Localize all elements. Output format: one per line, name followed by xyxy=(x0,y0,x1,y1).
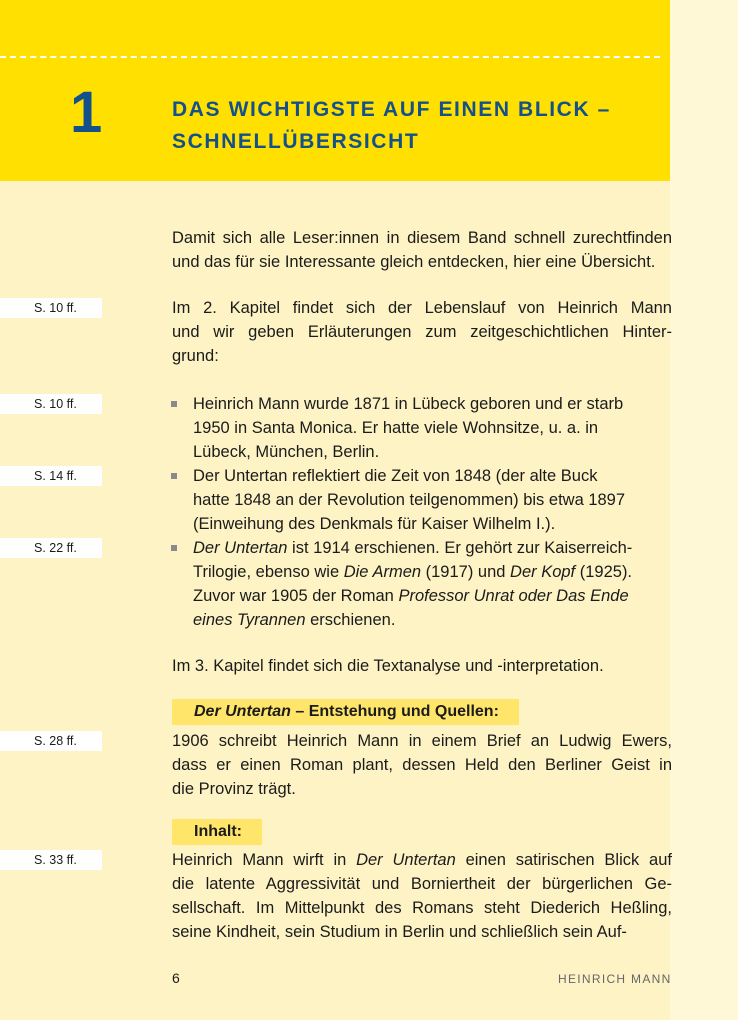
chapter-title xyxy=(172,94,611,158)
bullet-marker xyxy=(171,401,177,407)
chapter-title-line2: SCHNELLÜBERSICHT xyxy=(172,130,420,153)
page-margin-strip xyxy=(670,0,738,1020)
chapter-title-line1: DAS WICHTIGSTE AUF EINEN BLICK – xyxy=(172,98,611,121)
section-heading-content: Inhalt: xyxy=(172,819,262,845)
page-reference: S. 33 ff. xyxy=(0,850,102,870)
bullet-marker xyxy=(171,545,177,551)
page-reference: S. 28 ff. xyxy=(0,731,102,751)
section-heading-origin: Der Untertan – Entstehung und Quellen: xyxy=(172,699,519,725)
header-dashed-line xyxy=(0,56,660,58)
chapter2-paragraph: Im 2. Kapitel findet sich der Lebenslauf von Heinrich Mann und wir geben Erläuterungen zum zeitgeschichtlichen Hinter- grund: xyxy=(172,299,672,365)
page-number: 6 xyxy=(172,970,180,986)
bullet-item: Der Untertan ist 1914 erschienen. Er gehört zur Kaiserreich- Trilogie, ebenso wie Die Armen (1917) und Der Kopf (1925). Zuvor war 1905 der Roman Professor Unrat oder Das Ende eines Tyrannen erschienen. xyxy=(193,539,633,629)
page-reference: S. 22 ff. xyxy=(0,538,102,558)
page-reference: S. 10 ff. xyxy=(0,298,102,318)
bullet-item: Der Untertan reflektiert die Zeit von 1848 (der alte Buck hatte 1848 an der Revolution teilgenommen) bis etwa 1897 (Einweihung des Denkmals für Kaiser Wilhelm I.). xyxy=(193,467,626,533)
origin-paragraph: 1906 schreibt Heinrich Mann in einem Brief an Ludwig Ewers, dass er einen Roman plant, dessen Held den Berliner Geist in die Provinz trägt. xyxy=(172,732,672,798)
bullet-marker xyxy=(171,473,177,479)
bullet-item: Heinrich Mann wurde 1871 in Lübeck geboren und er starb 1950 in Santa Monica. Er hatte viele Wohnsitze, u. a. in Lübeck, München, Berlin. xyxy=(193,395,624,461)
page-reference: S. 10 ff. xyxy=(0,394,102,414)
chapter-header xyxy=(0,0,670,181)
page-reference: S. 14 ff. xyxy=(0,466,102,486)
chapter-number: 1 xyxy=(70,80,103,145)
chapter3-paragraph: Im 3. Kapitel findet sich die Textanalyse und -interpretation. xyxy=(172,657,604,675)
intro-paragraph: Damit sich alle Leser:innen in diesem Band schnell zurechtfinden und das für sie Interessante gleich entdecken, hier eine Übersicht. xyxy=(172,229,672,271)
running-footer: HEINRICH MANN xyxy=(558,972,672,986)
content-paragraph: Heinrich Mann wirft in Der Untertan einen satirischen Blick auf die latente Aggressivität und Borniertheit der bürgerlichen Ge- sellschaft. Im Mittelpunkt des Romans steht Diederich Heßling, seine Kindheit, sein Studium in Berlin und schließlich sein Auf- xyxy=(172,851,672,941)
